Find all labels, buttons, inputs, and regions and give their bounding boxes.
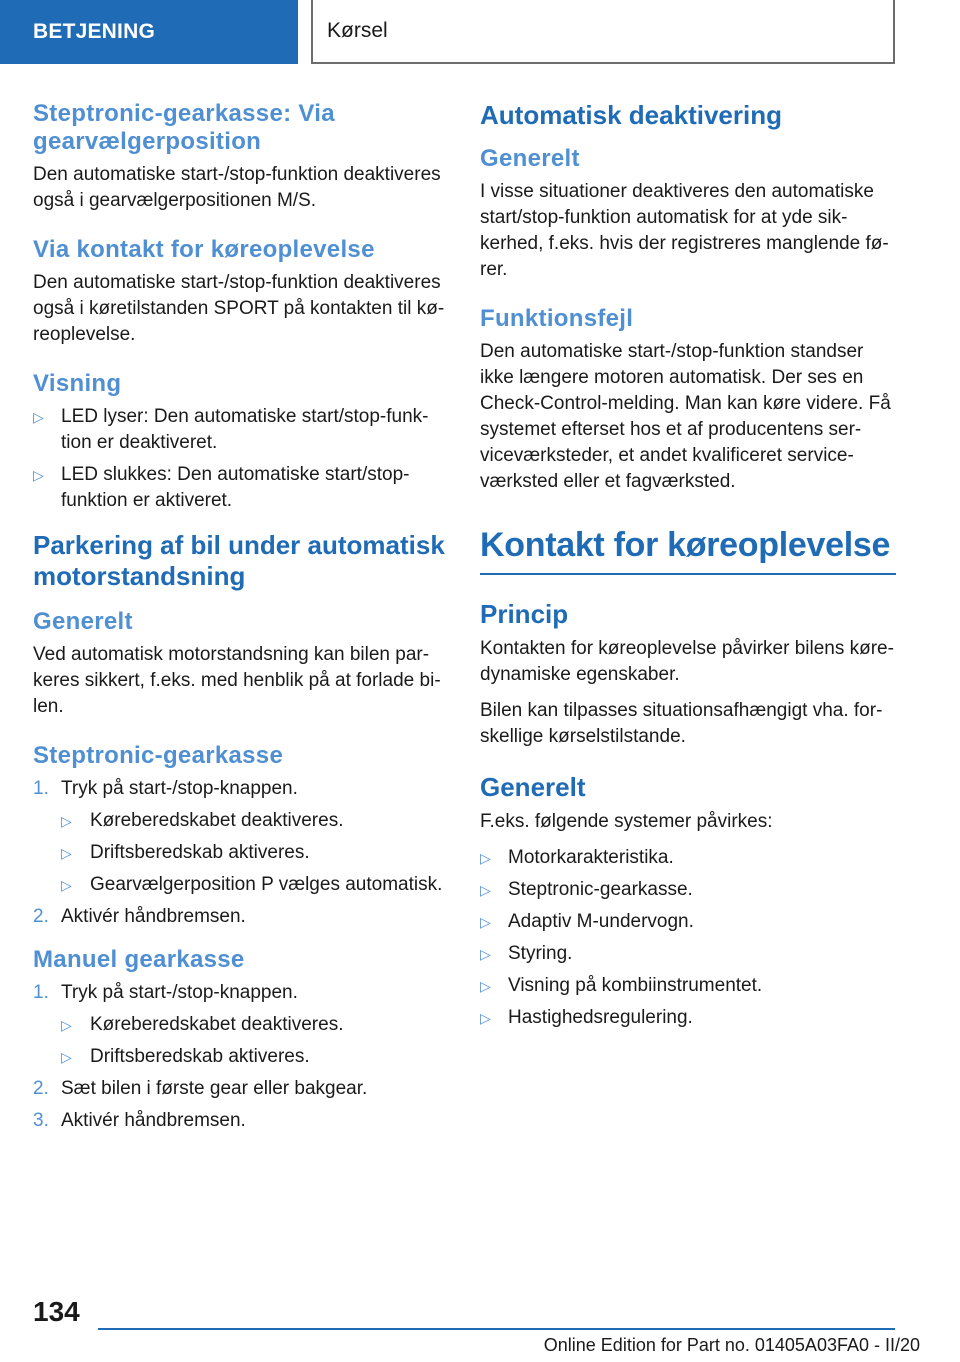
paragraph-kontakt: Den automatiske start-/stop-funktion deaktiveres også i køretilstanden SPORT på kontakten til køreoplevelse. (33, 272, 445, 345)
sub-list-item: ▷ Driftsberedskab aktiveres. (33, 1044, 447, 1070)
step-item: 3. Aktivér håndbremsen. (33, 1110, 246, 1131)
step-item: 1. Tryk på start-/stop-knappen. (33, 982, 298, 1003)
left-column (33, 100, 447, 1142)
list-item: ▷ LED lyser: Den automatiske start/stop-funktion er deaktiveret. (33, 406, 429, 453)
heading-generelt-2: Generelt (480, 772, 586, 802)
triangle-bullet-icon: ▷ (480, 882, 491, 898)
sub-list-item: ▷ Gearvælgerposition P vælges automatisk. (33, 872, 447, 898)
heading-steptronic-via: Steptronic-gearkasse: Via gearvælgerposition (33, 100, 335, 155)
heading-princip: Princip (480, 599, 569, 629)
list-item: ▷ Visning på kombiinstrumentet. (480, 973, 896, 999)
page-number: 134 (33, 1296, 80, 1327)
sub-list-item: ▷ Køreberedskabet deaktiveres. (33, 1012, 447, 1038)
list-item: ▷ LED slukkes: Den automatiske start/stop-funktion er aktiveret. (33, 464, 410, 511)
triangle-bullet-icon: ▷ (33, 467, 44, 483)
paragraph-generelt: I visse situationer deaktiveres den automatiske start/stop-funktion automatisk for at yde sikkerhed, f.eks. hvis der registreres manglende fører. (480, 181, 889, 280)
right-column (480, 100, 896, 1039)
heading-steptronic: Steptronic-gearkasse (33, 742, 284, 769)
list-item: ▷ Steptronic-gearkasse. (480, 877, 896, 903)
footer-divider (98, 1328, 895, 1330)
heading-automatisk-deaktivering: Automatisk deaktivering (480, 100, 782, 130)
paragraph-generelt-2: F.eks. følgende systemer påvirkes: (480, 811, 773, 832)
sub-list-item: ▷ Køreberedskabet deaktiveres. (33, 808, 447, 834)
paragraph-princip-2: Bilen kan tilpasses situationsafhængigt vha. forskellige kørselstilstande. (480, 700, 883, 747)
paragraph-steptronic-via: Den automatiske start-/stop-funktion deaktiveres også i gearvælgerpositionen M/S. (33, 164, 441, 211)
triangle-bullet-icon: ▷ (480, 1010, 491, 1026)
list-item: ▷ Adaptiv M-undervogn. (480, 909, 896, 935)
heading-generelt: Generelt (480, 145, 580, 172)
heading-kontakt: Via kontakt for køreoplevelse (33, 236, 375, 263)
list-item: ▷ Styring. (480, 941, 896, 967)
list-item: ▷ Hastighedsregulering. (480, 1005, 896, 1031)
chapter-tab: Kørsel (311, 0, 895, 64)
manuel-steps (33, 980, 447, 1134)
triangle-bullet-icon: ▷ (480, 850, 491, 866)
triangle-bullet-icon: ▷ (33, 409, 44, 425)
step-item: 2. Sæt bilen i første gear eller bakgear. (33, 1078, 368, 1099)
triangle-bullet-icon: ▷ (480, 914, 491, 930)
triangle-bullet-icon: ▷ (61, 1017, 72, 1033)
triangle-bullet-icon: ▷ (480, 946, 491, 962)
heading-kontakt-for-koereoplevelse: Kontakt for køreoplevelse (480, 525, 896, 575)
visning-list (33, 404, 447, 514)
footer-edition-text: Online Edition for Part no. 01405A03FA0 - II/20 (543, 1335, 920, 1355)
heading-visning: Visning (33, 370, 122, 397)
page-header (0, 0, 960, 66)
section-tab: BETJENING (0, 0, 298, 64)
sub-list-item: ▷ Driftsberedskab aktiveres. (33, 840, 447, 866)
heading-generelt: Generelt (33, 608, 133, 635)
triangle-bullet-icon: ▷ (61, 845, 72, 861)
triangle-bullet-icon: ▷ (480, 978, 491, 994)
steptronic-steps (33, 776, 447, 930)
paragraph-generelt: Ved automatisk motorstandsning kan bilen parkeres sikkert, f.eks. med henblik på at forlade bilen. (33, 644, 441, 717)
triangle-bullet-icon: ▷ (61, 1049, 72, 1065)
heading-funktionsfejl: Funktionsfejl (480, 305, 634, 332)
paragraph-funktionsfejl: Den automatiske start-/stop-funktion standser ikke længere motoren automatisk. Der ses en Check-Control-melding. Man kan køre videre. Få systemet efterset hos et af producentens serviceværksteder, et andet kvalificeret serviceværksted eller et fagværksted. (480, 341, 891, 492)
step-item: 1. Tryk på start-/stop-knappen. (33, 778, 298, 799)
heading-manuel: Manuel gearkasse (33, 946, 245, 973)
heading-parkering: Parkering af bil under automatisk motorstandsning (33, 530, 445, 591)
step-item: 2. Aktivér håndbremsen. (33, 906, 246, 927)
list-item: ▷ Motorkarakteristika. (480, 845, 896, 871)
triangle-bullet-icon: ▷ (61, 877, 72, 893)
paragraph-princip-1: Kontakten for køreoplevelse påvirker bilens køredynamiske egenskaber. (480, 638, 894, 685)
triangle-bullet-icon: ▷ (61, 813, 72, 829)
systems-list (480, 845, 896, 1031)
